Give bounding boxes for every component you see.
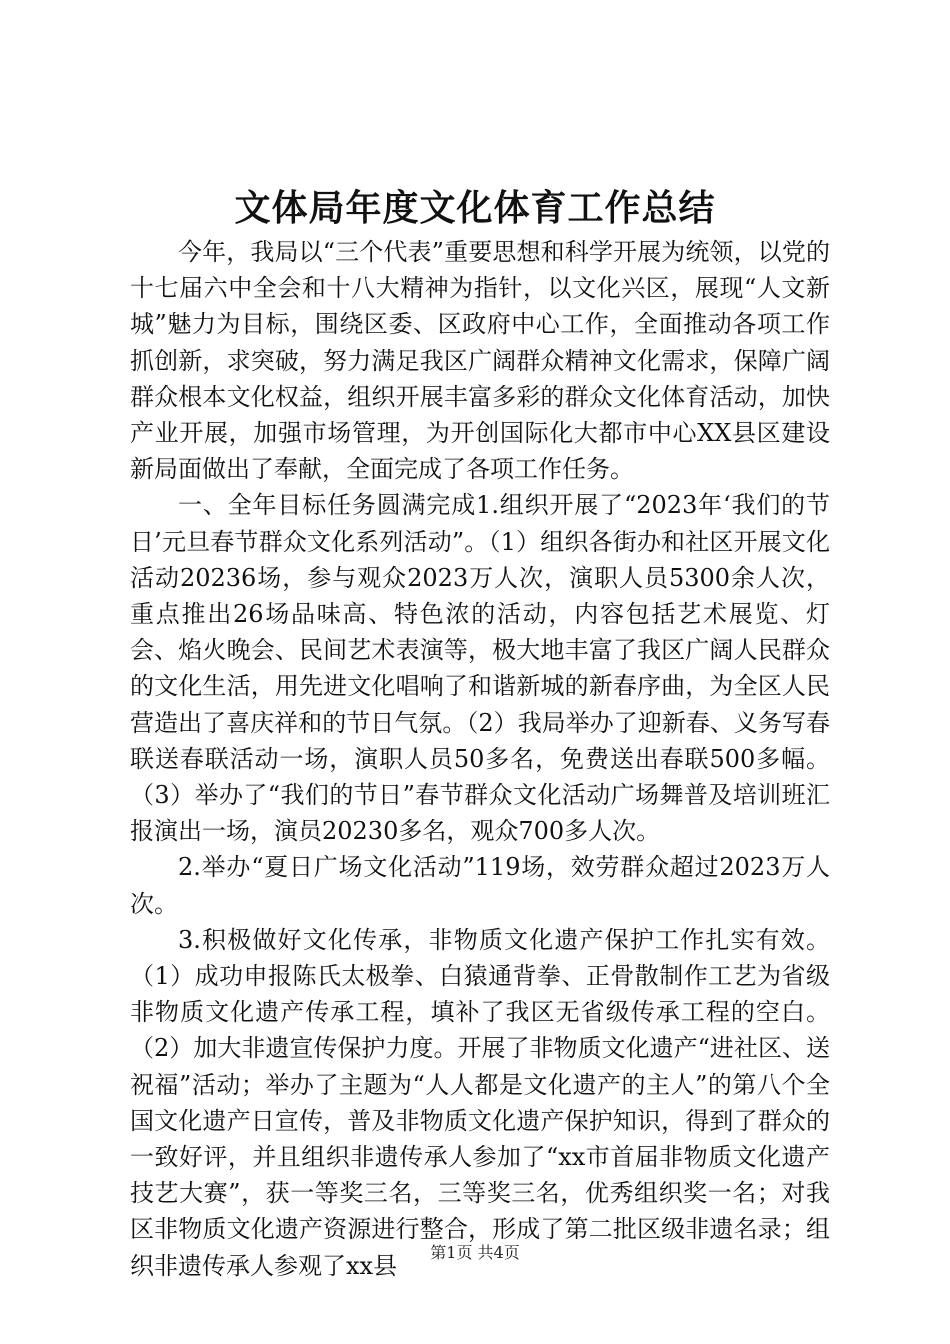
document-title: 文体局年度文化体育工作总结 (234, 187, 716, 229)
page-number-footer: 第1页 共4页 (430, 1243, 520, 1262)
paragraph-section-1: 一、全年目标任务圆满完成1.组织开展了“2023年‘我们的节日’元旦春节群众文化系列活动”。（1）组织各街办和社区开展文化活动20236场，参与观众2023万人次，演职人员5300余人次，重点推出26场品味高、特色浓的活动，内容包括艺术展览、灯会、焰火晚会、民间艺术表演等，极大地丰富了我区广阔人民群众的文化生活，用先进文化唱响了和谐新城的新春序曲，为全区人民营造出了喜庆祥和的节日气氛。（2）我局举办了迎新春、义务写春联送春联活动一场，演职人员50多名，免费送出春联500多幅。（3）举办了“我们的节日”春节群众文化活动广场舞普及培训班汇报演出一场，演员20230多名，观众700多人次。 (130, 491, 830, 846)
document-body (130, 234, 830, 1284)
paragraph-intro: 今年，我局以“三个代表”重要思想和科学开展为统领，以党的十七届六中全会和十八大精神为指针，以文化兴区，展现“人文新城”魅力为目标，围绕区委、区政府中心工作，全面推动各项工作抓创新，求突破，努力满足我区广阔群众精神文化需求，保障广阔群众根本文化权益，组织开展丰富多彩的群众文化体育活动，加快产业开展，加强市场管理，为开创国际化大都市中心XX县区建设新局面做出了奉献，全面完成了各项工作任务。 (130, 238, 830, 484)
paragraph-item-3: 3.积极做好文化传承，非物质文化遗产保护工作扎实有效。（1）成功申报陈氏太极拳、白猿通背拳、正骨散制作工艺为省级非物质文化遗产传承工程，填补了我区无省级传承工程的空白。（2）加大非遗宣传保护力度。开展了非物质文化遗产“进社区、送祝福”活动；举办了主题为“人人都是文化遗产的主人”的第八个全国文化遗产日宣传，普及非物质文化遗产保护知识，得到了群众的一致好评，并且组织非遗传承人参加了“xx市首届非物质文化遗产技艺大赛”，获一等奖三名，三等奖三名，优秀组织奖一名；对我区非物质文化遗产资源进行整合，形成了第二批区级非遗名录；组织非遗传承人参观了xx县 (130, 925, 830, 1280)
paragraph-item-2: 2.举办“夏日广场文化活动”119场，效劳群众超过2023万人次。 (130, 853, 830, 918)
